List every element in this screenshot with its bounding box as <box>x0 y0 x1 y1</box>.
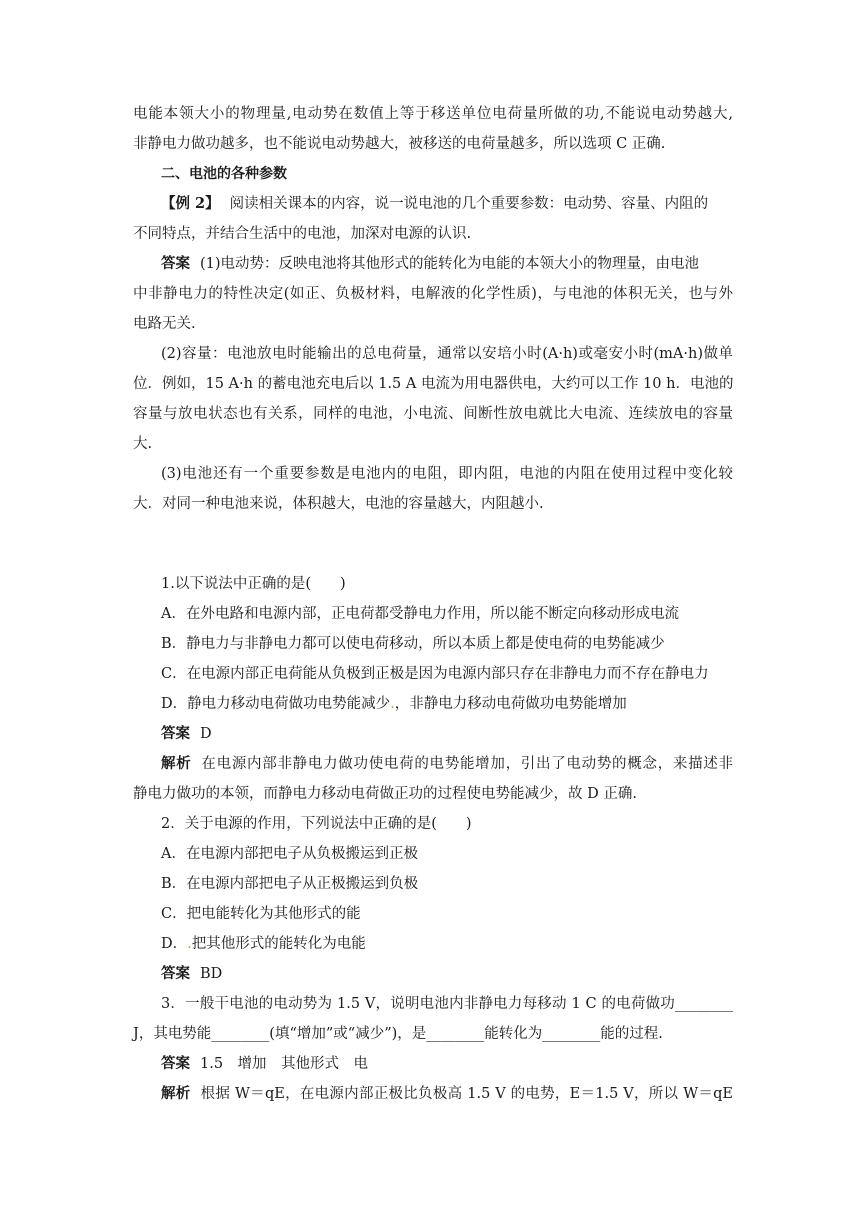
question-3-analysis <box>161 1084 733 1104</box>
question-1-answer <box>161 724 733 744</box>
answer-value: D <box>200 726 212 742</box>
intro-line-1: 电能本领大小的物理量,电动势在数值上等于移送单位电荷量所做的功,不能说电动势越大, <box>133 106 733 122</box>
question-1-stem: 1.以下说法中正确的是( ) <box>161 576 346 592</box>
answer-label: 答案 <box>161 255 190 272</box>
question-1-option-a: A．在外电路和电源内部，正电荷都受静电力作用，所以能不断定向移动形成电流 <box>161 606 679 622</box>
option-d-part-1: D．静电力移动电荷做功电势能减少 <box>161 696 391 712</box>
answer-2-p1-line-2: 中非静电力的特性决定(如正、负极材料，电解液的化学性质)，与电池的体积无关，也与外 <box>133 286 733 302</box>
section-title: 二、电池的各种参数 <box>161 166 287 182</box>
question-2-option-a: A．在电源内部把电子从负极搬运到正极 <box>161 846 418 862</box>
intro-line-2: 非静电力做功越多，也不能说电动势越大，被移送的电荷量越多，所以选项 C 正确. <box>133 136 666 152</box>
question-3-answer <box>161 1054 733 1074</box>
answer-value: BD <box>200 966 223 982</box>
question-2-stem: 2．关于电源的作用，下列说法中正确的是( ) <box>161 816 472 832</box>
option-d-part-2: ，非静电力移动电荷做功电势能增加 <box>394 696 627 712</box>
mark-dot: . <box>187 936 192 952</box>
question-2-option-b: B．在电源内部把电子从正极搬运到负极 <box>161 876 419 892</box>
example-label: 【例 2】 <box>161 195 220 212</box>
answer-text: (1)电动势：反映电池将其他形式的能转化为电能的本领大小的物理量，由电池 <box>200 256 700 272</box>
question-3-stem-line-2: J，其电势能________(填“增加”或“减少”)，是________能转化为________能的过程. <box>133 1026 663 1042</box>
question-1-option-b: B．静电力与非静电力都可以使电荷移动，所以本质上都是使电荷的电势能减少 <box>161 636 665 652</box>
answer-2-p3-line-1: (3)电池还有一个重要参数是电池内的电阻，即内阻，电池的内阻在使用过程中变化较 <box>161 466 733 482</box>
answer-2-p3-line-2: 大．对同一种电池来说，体积越大，电池的容量越大，内阻越小. <box>133 496 544 512</box>
answer-2-p2-line-1: (2)容量：电池放电时能输出的总电荷量，通常以安培小时(A·h)或毫安小时(mA·h)做单 <box>161 346 733 362</box>
answer-2-p1-line-3: 电路无关. <box>133 316 196 332</box>
answer-label: 答案 <box>161 725 190 742</box>
question-1-option-c: C．在电源内部正电荷能从负极到正极是因为电源内部只存在非静电力而不存在静电力 <box>161 666 709 682</box>
analysis-label: 解析 <box>161 755 192 772</box>
answer-label: 答案 <box>161 965 190 982</box>
question-2-option-c: C．把电能转化为其他形式的能 <box>161 906 361 922</box>
answer-2-p2-line-4: 大. <box>133 436 153 452</box>
analysis-text: 根据 W＝qE，在电源内部正极比负极高 1.5 V 的电势，E＝1.5 V，所以 W＝qE <box>200 1086 734 1102</box>
example-text: 阅读相关课本的内容，说一说电池的几个重要参数：电动势、容量、内阻的 <box>229 196 709 212</box>
example-2-line-1 <box>161 194 733 214</box>
question-1-option-d <box>161 694 733 714</box>
answer-label: 答案 <box>161 1055 190 1072</box>
answer-2-p2-line-2: 位．例如，15 A·h 的蓄电池充电后以 1.5 A 电流为用电器供电，大约可以工作 10 h．电池的 <box>133 376 734 392</box>
analysis-text: 在电源内部非静电力做功使电荷的电势能增加，引出了电动势的概念，来描述非 <box>201 756 734 772</box>
question-2-answer <box>161 964 733 984</box>
answer-value: 1.5 增加 其他形式 电 <box>200 1056 369 1072</box>
option-d-part-1: D． <box>161 936 188 952</box>
answer-2-p1-line-1 <box>161 254 733 274</box>
example-2-line-2: 不同特点，并结合生活中的电池，加深对电源的认识. <box>133 226 472 242</box>
question-2-option-d <box>161 934 733 954</box>
analysis-label: 解析 <box>161 1085 191 1102</box>
question-1-analysis-line-1 <box>161 754 733 774</box>
option-d-part-2: 把其他形式的能转化为电能 <box>191 936 366 952</box>
mark-dot: . <box>390 696 395 712</box>
answer-2-p2-line-3: 容量与放电状态也有关系，同样的电池，小电流、间断性放电就比大电流、连续放电的容量 <box>133 406 733 422</box>
question-3-stem-line-1: 3．一般干电池的电动势为 1.5 V，说明电池内非静电力每移动 1 C 的电荷做功________ <box>161 996 733 1012</box>
question-1-analysis-line-2: 静电力做功的本领，而静电力移动电荷做正功的过程使电势能减少，故 D 正确. <box>133 786 637 802</box>
